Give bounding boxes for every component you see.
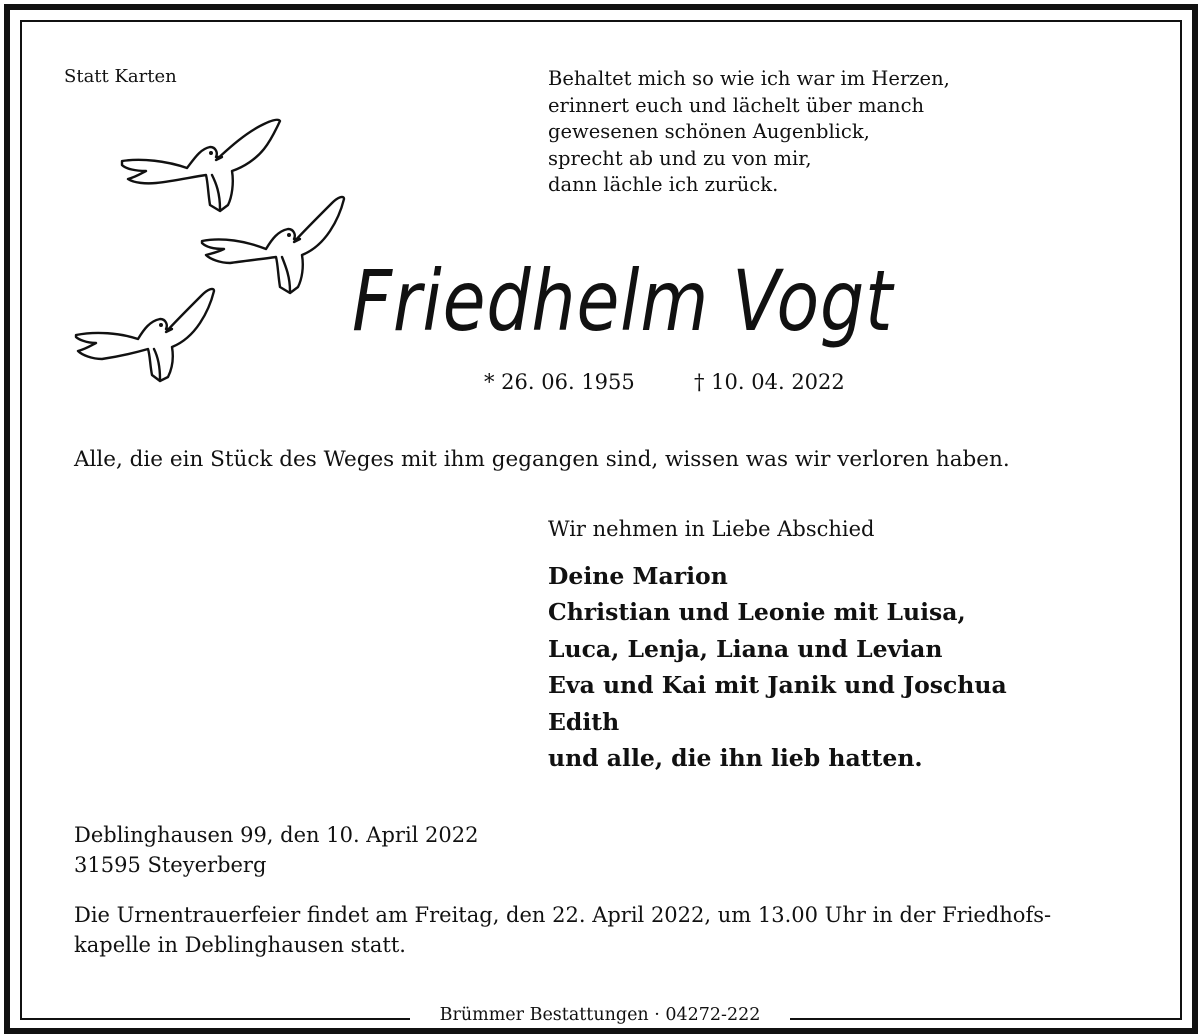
birth-date: * 26. 06. 1955 [484, 370, 635, 394]
statt-karten-label: Statt Karten [64, 66, 177, 87]
family-name-line: Edith [548, 707, 620, 736]
family-name-line: und alle, die ihn lieb hatten. [548, 744, 923, 773]
address-block [74, 820, 479, 880]
address-line: Deblinghausen 99, den 10. April 2022 [74, 823, 479, 847]
poem-line: Behaltet mich so wie ich war im Herzen, [548, 67, 950, 90]
family-name-line: Luca, Lenja, Liana und Levian [548, 634, 943, 663]
poem-line: erinnert euch und lächelt über manch [548, 93, 925, 117]
family-name-line: Deine Marion [548, 562, 728, 590]
poem [548, 66, 950, 199]
footer-divider [792, 1018, 1180, 1020]
ceremony-info [74, 900, 1051, 960]
poem-line: gewesenen schönen Augenblick, [548, 120, 870, 143]
death-date: † 10. 04. 2022 [694, 370, 845, 394]
ceremony-line: kapelle in Deblinghausen statt. [74, 933, 406, 957]
farewell-intro: Wir nehmen in Liebe Abschied [548, 517, 875, 541]
dove-icon [122, 120, 280, 211]
poem-line: sprecht ab und zu von mir, [548, 146, 812, 170]
family-names [548, 558, 1007, 776]
address-line: 31595 Steyerberg [74, 853, 267, 877]
ceremony-line: Die Urnentrauerfeier findet am Freitag, den 22. April 2022, um 13.00 Uhr in der Friedhofs- [74, 903, 1052, 927]
dove-icon [76, 289, 214, 381]
deceased-name: Friedhelm Vogt [352, 252, 894, 350]
statement-text: Alle, die ein Stück des Weges mit ihm gegangen sind, wissen was wir verloren haben. [74, 447, 1010, 472]
footer-divider [20, 1018, 408, 1020]
dove-icon [202, 197, 344, 293]
funeral-home-footer: Brümmer Bestattungen · 04272-222 [410, 1002, 790, 1028]
poem-line: dann lächle ich zurück. [548, 173, 779, 196]
family-name-line: Christian und Leonie mit Luisa, [548, 598, 966, 627]
three-doves-icon [60, 105, 350, 405]
family-name-line: Eva und Kai mit Janik und Joschua [548, 671, 1007, 700]
